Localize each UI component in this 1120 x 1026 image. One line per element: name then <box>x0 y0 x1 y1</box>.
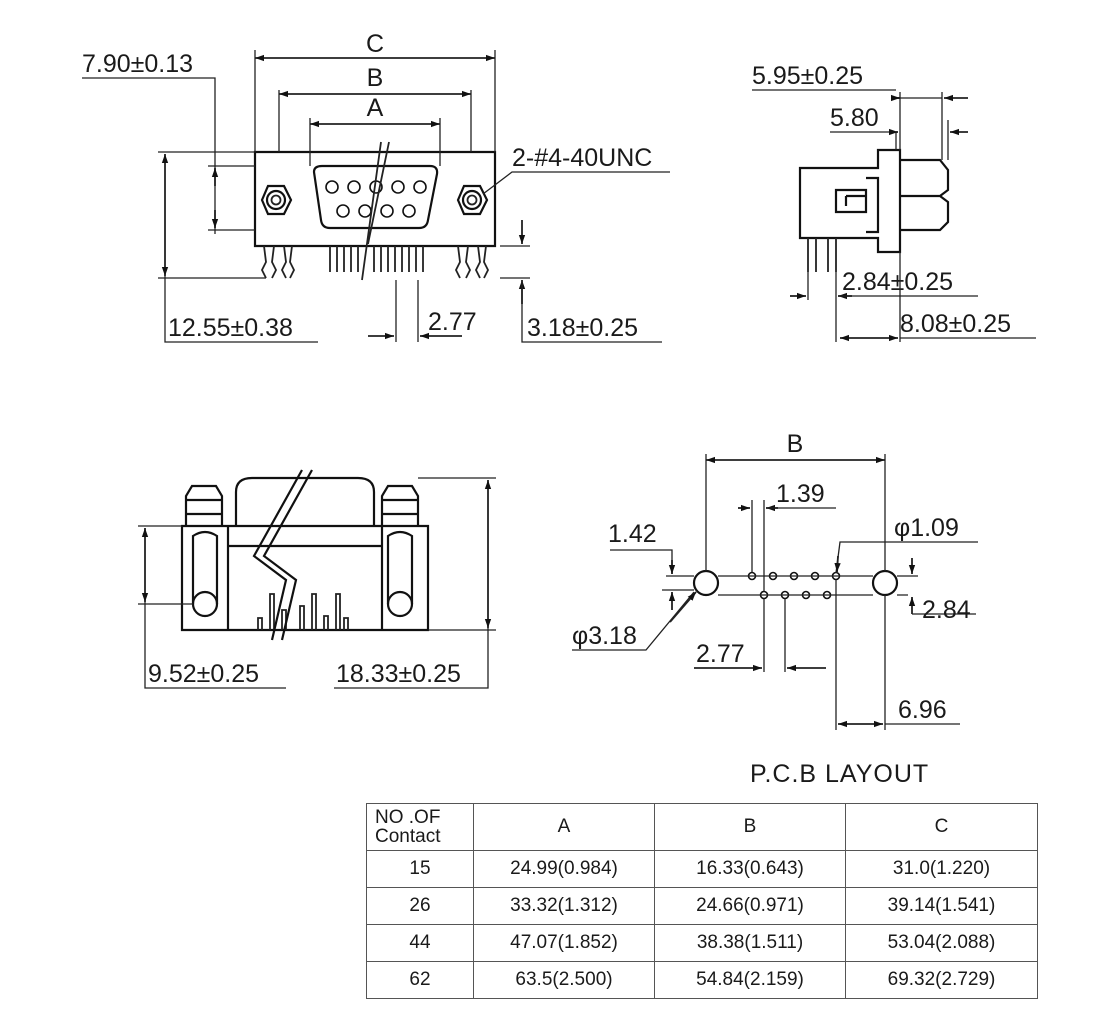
contact-dimension-table <box>366 803 1038 999</box>
overall-height-dim: 12.55±0.38 <box>168 314 293 342</box>
pcb-pin-hole-dia: φ1.09 <box>894 514 959 542</box>
front-view <box>82 30 670 342</box>
table-cell: 62 <box>367 962 474 999</box>
table-header-b: B <box>655 804 846 851</box>
pcb-layout-title: P.C.B LAYOUT <box>750 760 930 788</box>
table-cell: 31.0(1.220) <box>846 851 1038 888</box>
table-row <box>367 962 1038 999</box>
side-pins <box>808 238 836 272</box>
table-cell: 53.04(2.088) <box>846 925 1038 962</box>
table-cell: 38.38(1.511) <box>655 925 846 962</box>
front-dim-a: A <box>366 94 384 122</box>
bottom-right-nut <box>382 486 418 526</box>
pcb-row-offset-dim: 1.42 <box>608 520 657 548</box>
contact-holes <box>326 181 426 217</box>
table-cell: 26 <box>367 888 474 925</box>
table-cell: 47.07(1.852) <box>474 925 655 962</box>
table-cell: 16.33(0.643) <box>655 851 846 888</box>
pcb-left-mount-hole <box>694 571 718 595</box>
table-cell: 24.66(0.971) <box>655 888 846 925</box>
bottom-right-hole <box>388 592 412 616</box>
table-cell: 33.32(1.312) <box>474 888 655 925</box>
mount-hole-height-dim: 9.52±0.25 <box>148 660 260 688</box>
nut-depth-dim: 5.80 <box>830 104 879 132</box>
pin-length-dim: 3.18±0.25 <box>527 314 639 342</box>
pin-row-offset-dim: 2.84±0.25 <box>842 268 954 296</box>
pcb-row-pitch-dim: 1.39 <box>776 480 825 508</box>
pcb-row-spacing-dim: 2.84 <box>922 596 971 624</box>
table-cell: 15 <box>367 851 474 888</box>
table-cell: 69.32(2.729) <box>846 962 1038 999</box>
right-screw-nut <box>458 186 487 214</box>
bottom-pins <box>258 594 348 630</box>
table-row <box>367 925 1038 962</box>
left-screw-nut <box>262 186 291 214</box>
flange-thickness-dim: 7.90±0.13 <box>82 50 194 78</box>
side-view <box>752 62 1036 342</box>
table-cell: 39.14(1.541) <box>846 888 1038 925</box>
bottom-housing <box>182 526 428 630</box>
bottom-left-nut <box>186 486 222 526</box>
pcb-edge-offset-dim: 6.96 <box>898 696 947 724</box>
table-cell: 24.99(0.984) <box>474 851 655 888</box>
contact-pins <box>330 246 423 272</box>
pcb-pin-pitch-dim: 2.77 <box>696 640 745 668</box>
table-cell: 44 <box>367 925 474 962</box>
pcb-dim-b: B <box>786 430 804 458</box>
overall-depth-dim: 8.08±0.25 <box>900 310 1012 338</box>
screw-thread-callout: 2-#4-40UNC <box>512 144 653 172</box>
table-header-contacts: NO .OF Contact <box>367 804 474 851</box>
table-cell: 54.84(2.159) <box>655 962 846 999</box>
flange-depth-dim: 5.95±0.25 <box>752 62 864 90</box>
pin-pitch-dim: 2.77 <box>428 308 477 336</box>
right-boardlock <box>456 246 488 278</box>
pcb-layout-drawing <box>572 430 978 730</box>
side-contact-insert <box>836 190 866 212</box>
left-boardlock <box>262 246 294 278</box>
side-housing <box>800 150 900 252</box>
table-row <box>367 851 1038 888</box>
table-header-row <box>367 804 1038 851</box>
pcb-right-mount-hole <box>873 571 897 595</box>
front-dim-c: C <box>365 30 385 58</box>
front-dim-b: B <box>366 64 384 92</box>
bottom-left-hole <box>193 592 217 616</box>
table-cell: 63.5(2.500) <box>474 962 655 999</box>
table-header-c: C <box>846 804 1038 851</box>
pcb-mount-hole-dia: φ3.18 <box>572 622 637 650</box>
side-nut <box>900 160 948 230</box>
bottom-view <box>138 470 496 688</box>
table-header-a: A <box>474 804 655 851</box>
bottom-shell-top <box>236 478 374 526</box>
bottom-overall-height-dim: 18.33±0.25 <box>336 660 461 688</box>
table-row <box>367 888 1038 925</box>
